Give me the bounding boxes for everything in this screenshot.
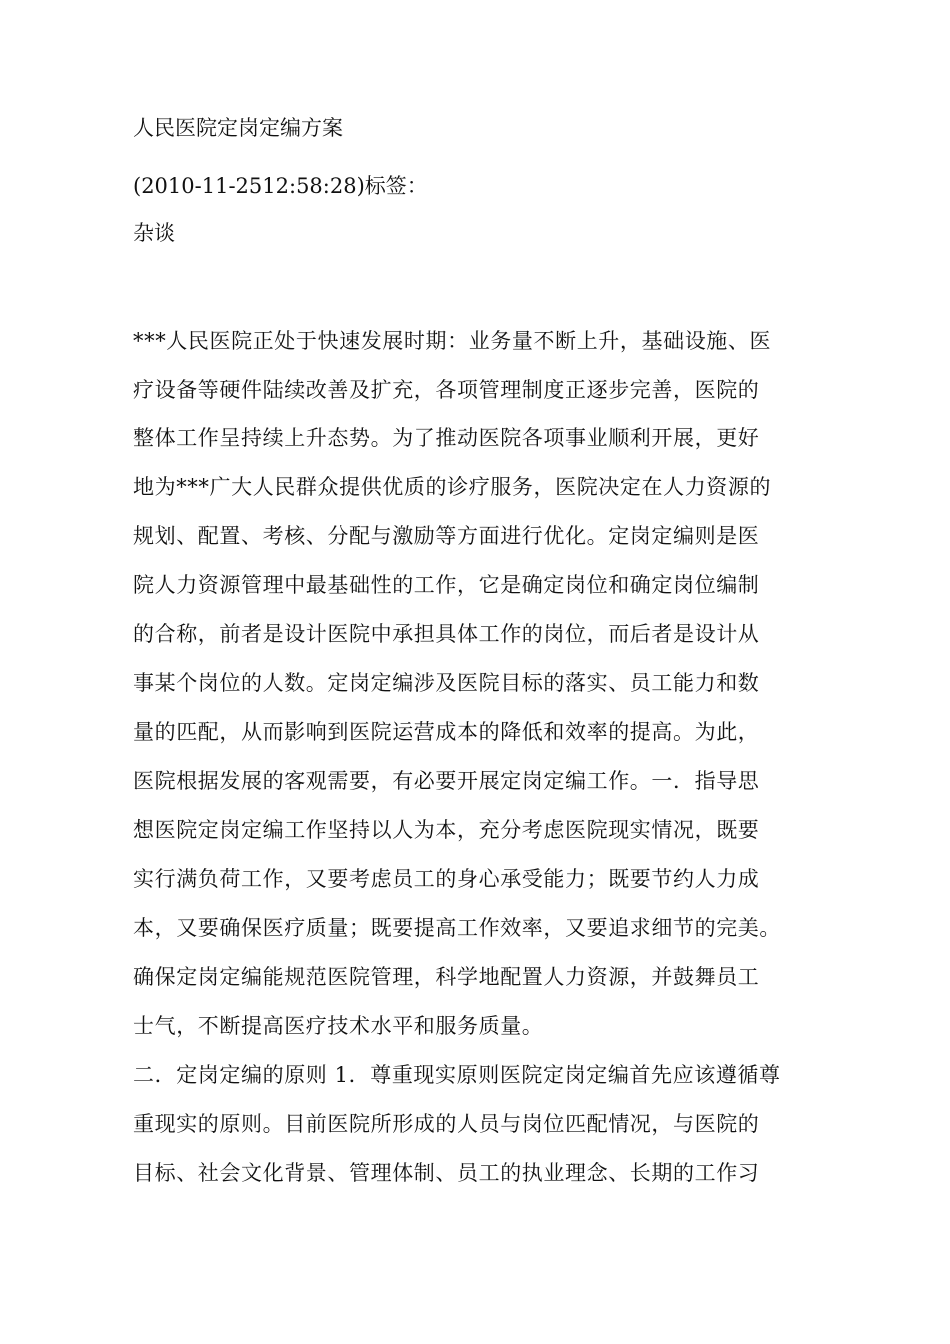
body-line-9: 量的匹配，从而影响到医院运营成本的降低和效率的提高。为此， xyxy=(133,720,760,744)
body-line-10: 医院根据发展的客观需要，有必要开展定岗定编工作。一．指导思 xyxy=(133,769,760,793)
body-line-8: 事某个岗位的人数。定岗定编涉及医院目标的落实、员工能力和数 xyxy=(133,671,760,695)
document-title: 人民医院定岗定编方案 xyxy=(133,116,343,140)
document-tag-value: 杂谈 xyxy=(133,221,175,245)
body-line-14: 确保定岗定编能规范医院管理，科学地配置人力资源，并鼓舞员工 xyxy=(133,965,760,989)
body-line-18: 目标、社会文化背景、管理体制、员工的执业理念、长期的工作习 xyxy=(133,1161,760,1185)
body-line-6: 院人力资源管理中最基础性的工作，它是确定岗位和确定岗位编制 xyxy=(133,573,760,597)
body-line-1: ***人民医院正处于快速发展时期：业务量不断上升，基础设施、医 xyxy=(133,329,772,353)
body-line-16: 二．定岗定编的原则 1．尊重现实原则医院定岗定编首先应该遵循尊 xyxy=(133,1063,781,1087)
body-line-17: 重现实的原则。目前医院所形成的人员与岗位匹配情况，与医院的 xyxy=(133,1112,760,1136)
body-line-15: 士气，不断提高医疗技术水平和服务质量。 xyxy=(133,1014,544,1038)
document-timestamp-tag-label: (2010-11-2512:58:28)标签： xyxy=(133,174,428,198)
body-line-4: 地为***广大人民群众提供优质的诊疗服务，医院决定在人力资源的 xyxy=(133,475,772,499)
body-line-11: 想医院定岗定编工作坚持以人为本，充分考虑医院现实情况，既要 xyxy=(133,818,760,842)
body-line-13: 本，又要确保医疗质量；既要提高工作效率，又要追求细节的完美。 xyxy=(133,916,781,940)
body-line-12: 实行满负荷工作，又要考虑员工的身心承受能力；既要节约人力成 xyxy=(133,867,760,891)
body-line-5: 规划、配置、考核、分配与激励等方面进行优化。定岗定编则是医 xyxy=(133,524,760,548)
body-line-7: 的合称，前者是设计医院中承担具体工作的岗位，而后者是设计从 xyxy=(133,622,760,646)
body-line-3: 整体工作呈持续上升态势。为了推动医院各项事业顺利开展，更好 xyxy=(133,426,760,450)
body-line-2: 疗设备等硬件陆续改善及扩充，各项管理制度正逐步完善，医院的 xyxy=(133,378,760,402)
